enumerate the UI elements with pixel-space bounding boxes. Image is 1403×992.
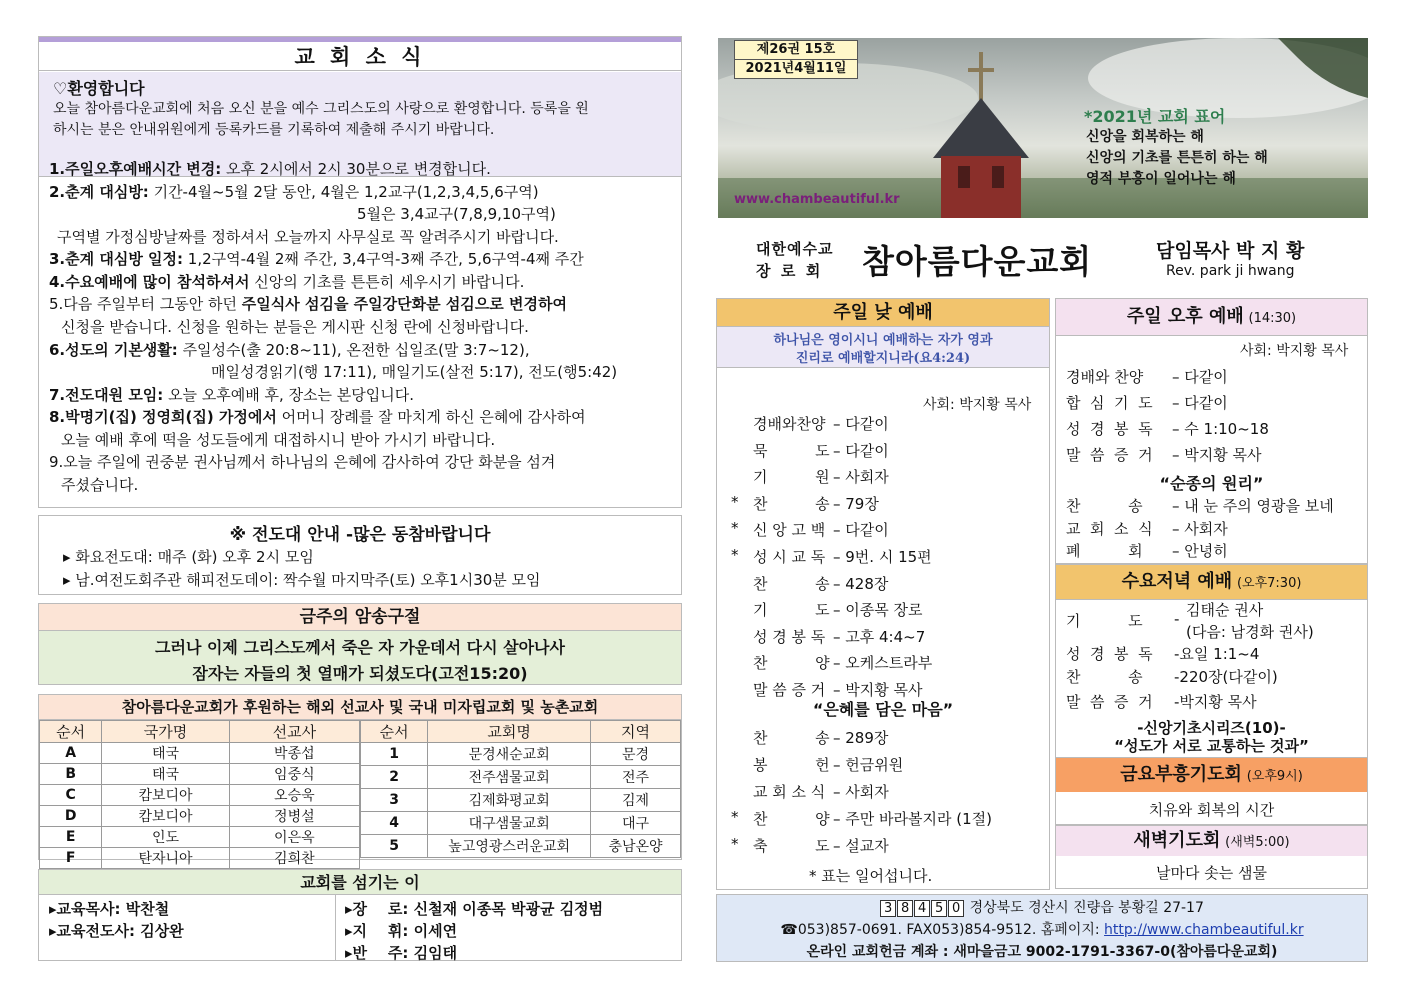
order-name: 성 시 교 독	[753, 548, 826, 566]
dawn-time: (새벽5:00)	[1225, 835, 1290, 850]
order-name: 성 경 봉 독	[1066, 645, 1153, 663]
dawn-title: 새벽기도회	[1133, 830, 1221, 851]
zip-digit: 4	[914, 900, 930, 917]
order-value: – 사회자	[1172, 519, 1228, 538]
table-cell: 2	[361, 766, 428, 789]
zip-code	[880, 900, 965, 916]
header-banner	[718, 38, 1368, 218]
footer-account: 온라인 교회헌금 계좌 : 새마을금고 9002-1791-3367-0(참아름다운교회)	[806, 944, 1278, 960]
motto-line: 신앙의 기초를 튼튼히 하는 해	[1086, 150, 1268, 166]
order-value: – 오케스트라부	[833, 654, 933, 673]
news-item: 신청을 받습니다. 신청을 원하는 분들은 게시판 신청 란에 신청바랍니다.	[61, 318, 529, 336]
order-value: 김태순 권사	[1186, 601, 1264, 619]
stand-marker: *	[731, 808, 739, 826]
news-item: 매일성경읽기(행 17:11), 매일기도(살전 5:17), 전도(행5:42)	[211, 363, 618, 381]
zip-digit: 8	[897, 900, 913, 917]
pastor-name: 담임목사 박 지 황	[1156, 240, 1305, 262]
denomination-bottom: 장 로 회	[756, 262, 821, 280]
order-value: – 박지황 목사	[1172, 446, 1262, 464]
table-header: 순서	[361, 721, 428, 743]
order-value: – 이종목 장로	[833, 601, 923, 620]
issue-volume: 제26권 15호	[734, 40, 858, 60]
order-value: – 79장	[833, 494, 879, 513]
order-name: 말 씀 증 거	[1066, 446, 1153, 464]
church-name: 참아름다운교회	[862, 242, 1093, 281]
table-header: 국가명	[102, 721, 229, 743]
table-row	[40, 806, 360, 827]
news-item: 2.춘계 대심방: 기간-4월~5월 2달 동안, 4월은 1,2교구(1,2,3,4,5,6구역)	[49, 183, 539, 201]
sunday-pm-header	[1056, 299, 1367, 336]
news-item: 8.박명기(집) 정영희(집) 가정에서 어머니 장례를 잘 마치게 하신 은혜에 감사하여	[49, 408, 586, 426]
table-cell: 캄보디아	[102, 785, 229, 806]
table-cell: 인도	[102, 827, 229, 848]
order-name: 축 도	[753, 837, 830, 855]
table-header: 교회명	[428, 721, 591, 743]
table-row	[361, 812, 681, 835]
order-name: 경배와찬양	[753, 415, 826, 433]
servants-panel	[38, 869, 682, 961]
order-value: -요일 1:1~4	[1174, 645, 1260, 663]
footer-contact-line	[717, 919, 1367, 939]
order-value: – 428장	[833, 574, 889, 593]
servants-divider	[335, 895, 336, 960]
scripture-verse: 하나님은 영이시니 예배하는 자가 영과	[773, 333, 993, 348]
order-name: 기 도	[753, 601, 830, 620]
table-cell: 충남온양	[591, 835, 681, 858]
servants-title: 교회를 섬기는 이	[39, 870, 681, 895]
order-name: 기 원	[753, 468, 830, 487]
order-value: – 내 눈 주의 영광을 보네	[1172, 497, 1334, 515]
friday-title: 금요부흥기도회	[1120, 764, 1242, 785]
sunday-pm-panel	[1055, 298, 1368, 564]
table-row	[40, 827, 360, 848]
order-value: – 9번. 시 15편	[833, 548, 932, 566]
order-name: 찬 송	[753, 494, 830, 513]
sermon-title: “은혜를 담은 마음”	[812, 700, 954, 719]
table-row	[361, 743, 681, 766]
order-value: – 다같이	[833, 521, 889, 540]
news-item: 구역별 가정심방날짜를 정하셔서 오늘까지 사무실로 꼭 알려주시기 바랍니다.	[57, 228, 559, 246]
order-dash: -	[1174, 610, 1180, 628]
order-value: – 설교자	[833, 837, 889, 855]
order-value: – 다같이	[1172, 368, 1228, 386]
zip-digit: 5	[931, 900, 947, 917]
order-name: 찬 양	[753, 654, 830, 673]
order-value: -220장(다같이)	[1174, 668, 1278, 686]
stand-marker: *	[731, 492, 739, 511]
table-cell: E	[40, 827, 102, 848]
evangelism-line: ▸ 화요전도대: 매주 (화) 오후 2시 모임	[63, 548, 314, 566]
sunday-pm-title: 주일 오후 예배	[1126, 306, 1244, 327]
servant-line: ▸장 로: 신철재 이종목 박광균 김정범	[345, 900, 604, 918]
order-name: 교 회 소 식	[753, 783, 826, 801]
friday-time: (오후9시)	[1246, 769, 1303, 784]
table-cell: 김제화평교회	[428, 789, 591, 812]
table-cell: 임중식	[229, 764, 359, 785]
order-name: 폐 회	[1066, 542, 1143, 560]
pastor-name-en: Rev. park ji hwang	[1166, 263, 1295, 279]
table-cell: 이은옥	[229, 827, 359, 848]
table-row	[40, 764, 360, 785]
welcome-line: 오늘 참아름다운교회에 처음 오신 분을 예수 그리스도의 사랑으로 환영합니다. 등록을 원	[53, 101, 589, 117]
order-value: – 사회자	[833, 468, 889, 487]
table-cell: 대구샘물교회	[428, 812, 591, 835]
memory-verse-line: 잠자는 자들의 첫 열매가 되셨도다(고전15:20)	[192, 664, 528, 683]
order-name: 봉 헌	[753, 756, 830, 774]
news-item: 4.수요예배에 많이 참석하셔서 신앙의 기초를 튼튼히 세우시기 바랍니다.	[49, 273, 525, 291]
wednesday-header	[1056, 565, 1367, 600]
welcome-title: ♡환영합니다	[53, 79, 145, 98]
news-item: 1.주일오후예배시간 변경: 오후 2시에서 2시 30분으로 변경합니다.	[49, 160, 491, 178]
table-cell: 김제	[591, 789, 681, 812]
wednesday-time: (오후7:30)	[1236, 576, 1302, 591]
evangelism-panel	[38, 515, 682, 595]
table-cell: 김희찬	[229, 848, 359, 869]
order-value: -박지황 목사	[1174, 693, 1257, 711]
stand-marker: *	[731, 519, 739, 538]
table-cell: 캄보디아	[102, 806, 229, 827]
order-value: – 수 1:10~18	[1172, 420, 1269, 438]
table-cell: B	[40, 764, 102, 785]
table-cell: 문경새순교회	[428, 743, 591, 766]
address: 경상북도 경산시 진량읍 봉황길 27-17	[969, 900, 1204, 916]
footer-address-line	[717, 897, 1367, 917]
order-name: 찬 양	[753, 810, 830, 828]
dawn-text: 날마다 솟는 샘물	[1156, 864, 1267, 882]
zip-digit: 3	[880, 900, 896, 917]
table-cell: D	[40, 806, 102, 827]
missions-title: 참아름다운교회가 후원하는 해외 선교사 및 국내 미자립교회 및 농촌교회	[39, 695, 681, 720]
table-cell: 대구	[591, 812, 681, 835]
motto-title: *2021년 교회 표어	[1084, 107, 1226, 126]
servant-line: ▸반 주: 김임태	[345, 944, 458, 962]
order-name: 경배와 찬양	[1066, 368, 1144, 386]
table-cell: 태국	[102, 743, 229, 764]
wednesday-title: 수요저녁 예배	[1121, 571, 1233, 592]
footer-panel	[716, 894, 1368, 962]
order-value: – 사회자	[833, 783, 889, 801]
order-name: 말 씀 증 거	[1066, 693, 1153, 711]
missions-panel	[38, 694, 682, 867]
stand-marker: *	[731, 546, 739, 564]
table-row	[361, 835, 681, 858]
motto-line: 신앙을 회복하는 해	[1086, 129, 1204, 145]
news-item: 주셨습니다.	[61, 476, 139, 494]
order-value: – 주만 바라볼지라 (1절)	[833, 810, 992, 828]
worship-leader: 사회: 박지황 목사	[1240, 343, 1349, 359]
table-row	[40, 848, 360, 869]
news-item: 6.성도의 기본생활: 주일성수(출 20:8~11), 온전한 십일조(말 3:7~12),	[49, 341, 530, 359]
order-name: 교 회 소 식	[1066, 519, 1153, 538]
sunday-am-verse-box	[717, 327, 1049, 368]
table-cell: F	[40, 848, 102, 869]
table-cell: 3	[361, 789, 428, 812]
evangelism-title: ※ 전도대 안내 -많은 동참바랍니다	[229, 525, 491, 545]
sunday-am-panel	[716, 298, 1050, 890]
worship-leader: 사회: 박지황 목사	[923, 397, 1032, 413]
zip-digit: 0	[948, 900, 964, 917]
servant-line: ▸교육전도사: 김상완	[49, 922, 184, 940]
table-cell: 정병설	[229, 806, 359, 827]
wednesday-panel	[1055, 564, 1368, 759]
memory-verse-line: 그러나 이제 그리스도께서 죽은 자 가운데서 다시 살아나사	[155, 638, 565, 657]
table-cell: 전주	[591, 766, 681, 789]
news-item: 7.전도대원 모임: 오늘 오후예배 후, 장소는 본당입니다.	[49, 386, 415, 404]
news-item: 3.춘계 대심방 일정: 1,2구역-4월 2째 주간, 3,4구역-3째 주간, 5,6구역-4째 주간	[49, 250, 584, 268]
table-cell: 문경	[591, 743, 681, 766]
table-row	[40, 743, 360, 764]
order-value: – 박지황 목사	[833, 681, 923, 699]
order-value: – 고후 4:4~7	[833, 627, 926, 646]
table-cell: 박종섭	[229, 743, 359, 764]
table-cell: 오승욱	[229, 785, 359, 806]
friday-text: 치유와 회복의 시간	[1148, 801, 1275, 819]
memory-verse-title: 금주의 암송구절	[39, 604, 681, 631]
stand-marker: *	[731, 835, 739, 853]
table-cell: 탄자니아	[102, 848, 229, 869]
order-name: 신 앙 고 백	[753, 521, 826, 540]
table-cell: C	[40, 785, 102, 806]
order-name: 기 도	[1066, 612, 1143, 630]
table-cell: 1	[361, 743, 428, 766]
order-name: 성 경 봉 독	[753, 627, 826, 646]
news-item: 9.오늘 주일에 권중분 권사님께서 하나님의 은혜에 감사하여 강단 화분을 섬겨	[49, 453, 556, 471]
order-value: – 289장	[833, 729, 889, 747]
order-value: – 다같이	[833, 441, 889, 460]
order-value: – 다같이	[1172, 394, 1228, 412]
website-link[interactable]: www.chambeautiful.kr	[734, 192, 900, 207]
series-label: -신앙기초시리즈(10)-	[1137, 719, 1286, 737]
table-row	[40, 785, 360, 806]
table-header-row	[361, 721, 681, 743]
sunday-pm-time: (14:30)	[1248, 311, 1297, 326]
homepage-link[interactable]: http://www.chambeautiful.kr	[1104, 922, 1304, 938]
evangelism-line: ▸ 남.여전도회주관 해피전도데이: 짝수월 마지막주(토) 오후1시30분 모임	[63, 571, 541, 589]
table-header: 지역	[591, 721, 681, 743]
news-top-bar	[39, 37, 681, 42]
order-name: 찬 송	[753, 729, 830, 747]
series-title: “성도가 서로 교통하는 것과”	[1114, 737, 1309, 755]
table-row	[361, 789, 681, 812]
friday-panel	[1055, 757, 1368, 825]
scripture-verse: 진리로 예배할지니라(요4:24)	[795, 351, 971, 366]
sunday-am-title: 주일 낮 예배	[717, 299, 1049, 327]
order-value: – 다같이	[833, 415, 889, 433]
friday-header	[1056, 758, 1367, 792]
stand-footnote: * 표는 일어섭니다.	[809, 867, 933, 885]
table-cell: 높고영광스러운교회	[428, 835, 591, 858]
church-news-panel	[38, 36, 682, 508]
churches-table	[360, 720, 681, 858]
order-value: – 헌금위원	[833, 756, 904, 774]
news-title: 교 회 소 식	[39, 43, 681, 71]
table-header: 순서	[40, 721, 102, 743]
table-cell: 5	[361, 835, 428, 858]
order-value: – 안녕히	[1172, 542, 1228, 560]
news-item: 5.다음 주일부터 그동안 하던 주일식사 섬김을 주일강단화분 섬김으로 변경하여	[49, 295, 567, 313]
order-value: (다음: 남경화 권사)	[1186, 623, 1314, 641]
table-header-row	[40, 721, 360, 743]
news-item: 5월은 3,4교구(7,8,9,10구역)	[357, 205, 556, 223]
order-name: 성 경 봉 독	[1066, 420, 1153, 438]
table-cell: 전주샘물교회	[428, 766, 591, 789]
motto-line: 영적 부흥이 일어나는 해	[1086, 171, 1236, 187]
sermon-title: “순종의 원리”	[1159, 474, 1264, 493]
order-name: 말 씀 증 거	[753, 681, 826, 699]
dawn-header	[1056, 826, 1367, 856]
table-cell: A	[40, 743, 102, 764]
denomination-top: 대한예수교	[756, 240, 834, 258]
news-item: 오늘 예배 후에 떡을 성도들에게 대접하시니 받아 가시기 바랍니다.	[61, 431, 496, 449]
contact: ☎053)857-0691. FAX053)854-9512. 홈페이지:	[780, 922, 1105, 938]
dawn-panel	[1055, 825, 1368, 889]
issue-date: 2021년4월11일	[734, 59, 858, 79]
welcome-line: 하시는 분은 안내위원에게 등록카드를 기록하여 제출해 주시기 바랍니다.	[53, 122, 495, 138]
order-name: 묵 도	[753, 441, 830, 460]
table-cell: 태국	[102, 764, 229, 785]
table-row	[361, 766, 681, 789]
memory-verse-panel	[38, 603, 682, 685]
missionaries-table	[39, 720, 360, 869]
order-name: 찬 송	[1066, 668, 1143, 686]
order-name: 찬 송	[1066, 497, 1143, 515]
table-cell: 4	[361, 812, 428, 835]
order-name: 합 심 기 도	[1066, 394, 1153, 412]
servant-line: ▸지 휘: 이세연	[345, 922, 458, 940]
servant-line: ▸교육목사: 박찬철	[49, 900, 170, 918]
order-name: 찬 송	[753, 574, 830, 593]
table-header: 선교사	[229, 721, 359, 743]
